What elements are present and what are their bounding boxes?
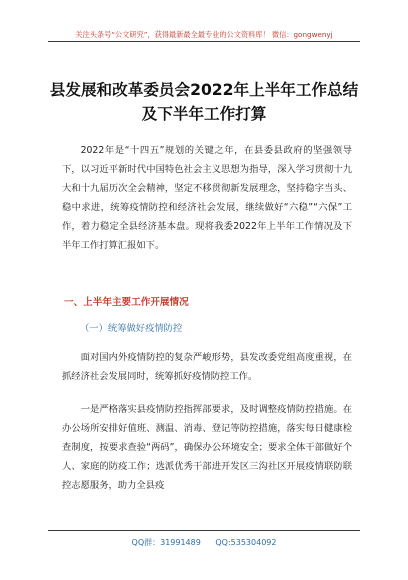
body-paragraph-2: 面对国内外疫情防控的复杂严峻形势，县发改委党组高度重视，在抓经济社会发展同时，统筹抓好疫情防控工作。 <box>62 352 352 382</box>
section-heading: 一、上半年主要工作开展情况 <box>64 297 189 308</box>
header-notice: 关注头条号“公文研究”，获得最新最全最专业的公文资料库！ 微信：gongwenyj <box>75 30 333 39</box>
intro-paragraph: 2022年是“十四五”规划的关键之年，在县委县政府的坚强领导下，以习近平新时代中国特色社会主义思想为指导，深入学习贯彻十九大和十九届历次全会精神，坚定不移贯彻新发展理念，坚持稳字当头、稳中求进，统筹疫情防控和经济社会发展，继续做好“六稳”“六保”工作，着力稳定全县经济基本盘。现将我委2022年上半年工作情况及下半年工作打算汇报如下。 <box>62 145 352 251</box>
body-paragraph-3: 一是严格落实县疫情防控指挥部要求，及时调整疫情防控措施。在办公场所安排好值班、测温、消毒、登记等防控措施，落实每日健康检查制度，按要求查验“两码”，确保办公环境安全；要求全体干部做好个人、家庭的防疫工作；选派优秀干部进开发区三沟社区开展疫情联防联控志愿服务，助力全县疫 <box>62 404 352 491</box>
footer-qq-group: QQ群：31991489 <box>131 538 201 547</box>
subsection-heading: （一）统筹做好疫情防控 <box>80 323 183 334</box>
footer-divider <box>48 530 360 531</box>
footer-qq-number: QQ:535304092 <box>215 538 277 547</box>
footer-contact <box>48 537 360 548</box>
document-title <box>40 78 368 126</box>
title-line-1: 县发展和改革委员会2022年上半年工作总结 <box>49 81 359 99</box>
title-line-2: 及下半年工作打算 <box>141 105 267 123</box>
header-divider <box>48 41 360 42</box>
